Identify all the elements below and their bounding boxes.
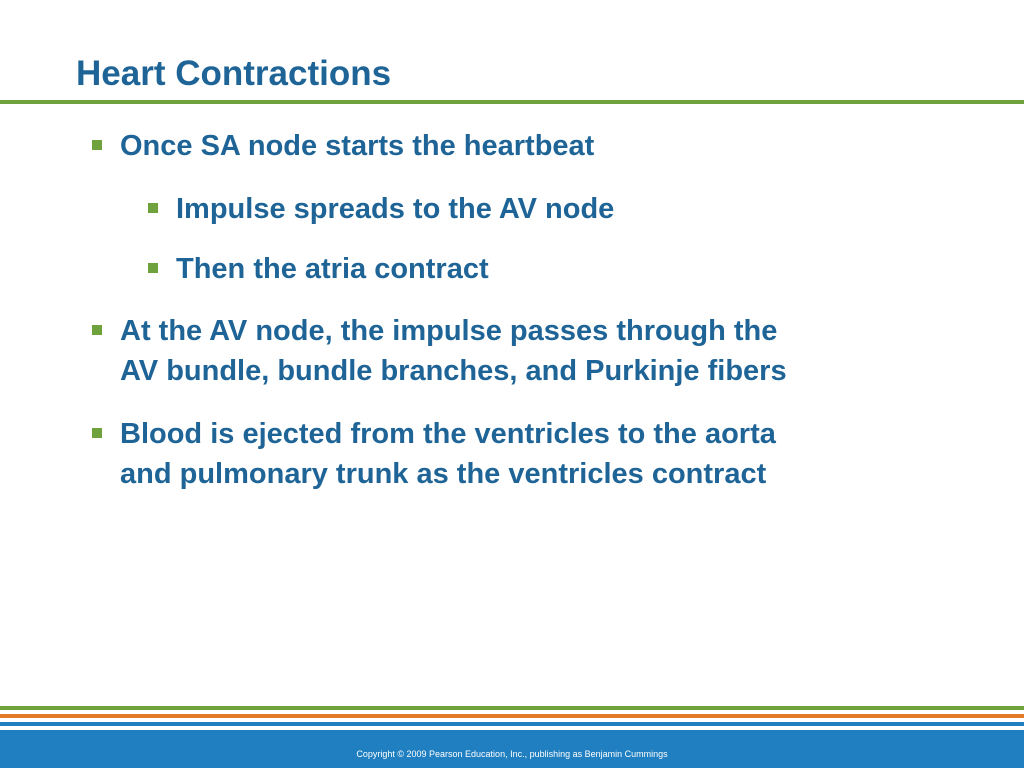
footer-stripe-orange — [0, 714, 1024, 718]
square-bullet-icon — [92, 428, 102, 438]
sub-bullet-item — [176, 249, 489, 289]
bullet-text: Then the atria contract — [176, 253, 489, 285]
copyright-notice: Copyright © 2009 Pearson Education, Inc., publishing as Benjamin Cummings — [356, 749, 668, 759]
bullet-text-line: Blood is ejected from the ventricles to the aorta — [120, 418, 776, 450]
bullet-item — [120, 311, 787, 391]
bullet-text: Impulse spreads to the AV node — [176, 193, 615, 225]
square-bullet-icon — [148, 203, 158, 213]
bullet-text-line: and pulmonary trunk as the ventricles contract — [120, 458, 767, 490]
sub-bullet-item — [176, 189, 614, 229]
bullet-text-line: AV bundle, bundle branches, and Purkinje fibers — [120, 355, 787, 387]
bullet-text: Once SA node starts the heartbeat — [120, 130, 595, 162]
bullet-text-line: At the AV node, the impulse passes through the — [120, 315, 778, 347]
square-bullet-icon — [92, 140, 102, 150]
title-divider — [0, 100, 1024, 104]
slide-title: Heart Contractions — [76, 54, 392, 93]
square-bullet-icon — [148, 263, 158, 273]
square-bullet-icon — [92, 325, 102, 335]
footer-stripe-blue — [0, 722, 1024, 726]
footer-stripe-green — [0, 706, 1024, 710]
bullet-item — [120, 414, 776, 494]
bullet-item — [120, 126, 594, 166]
